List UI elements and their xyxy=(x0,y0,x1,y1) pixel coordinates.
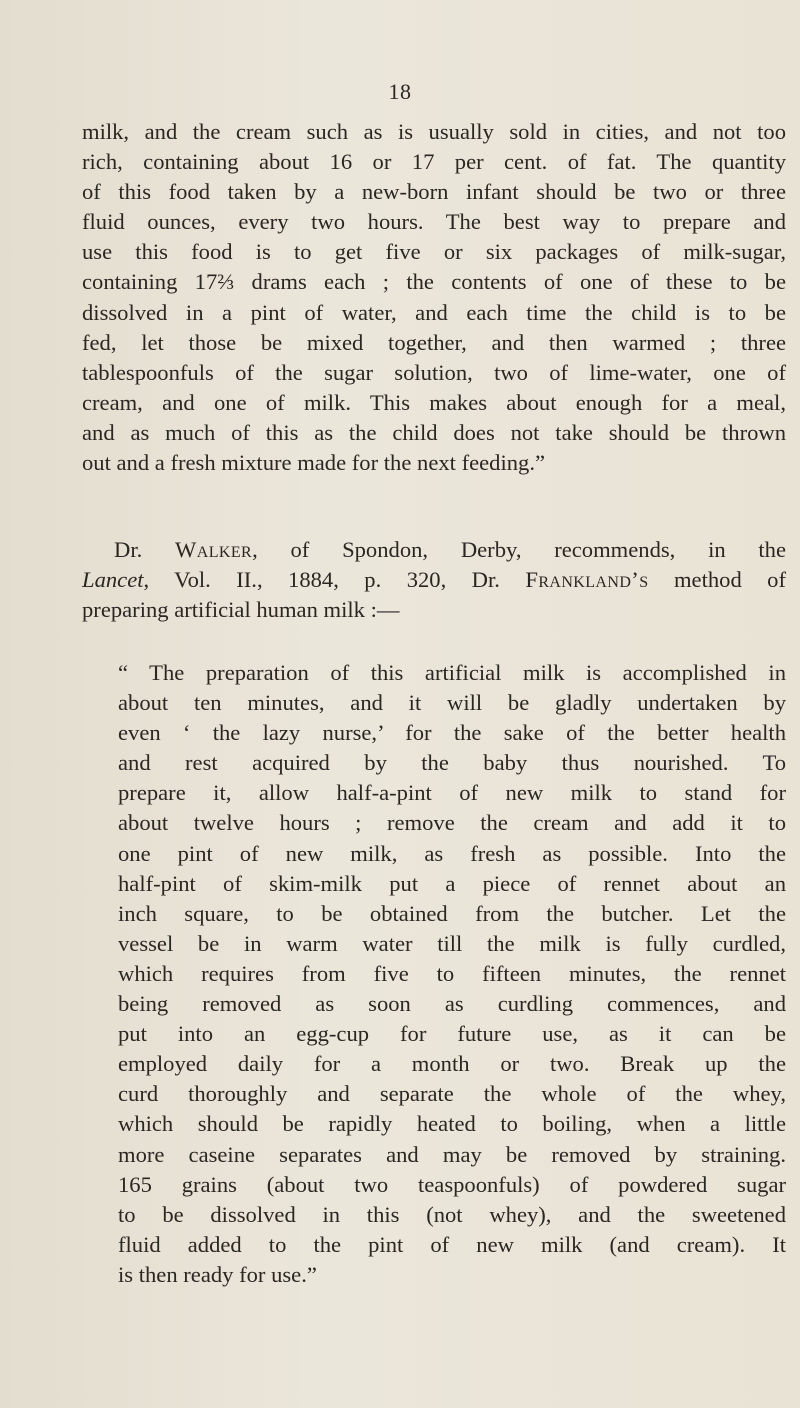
text-fragment: Dr. xyxy=(114,537,176,562)
text-line: which requires from five to fifteen minutes, the rennet xyxy=(118,960,786,986)
text-line: inch square, to be obtained from the butcher. Let the xyxy=(118,900,786,926)
text-line: preparing artificial human milk :— xyxy=(82,597,400,623)
text-fragment: , Vol. II., 1884, p. 320, Dr. xyxy=(143,567,526,593)
text-line: out and a fresh mixture made for the next feeding.” xyxy=(82,450,545,476)
text-line: rich, containing about 16 or 17 per cent. of fat. The quantity xyxy=(82,149,786,175)
text-line: employed daily for a month or two. Break up the xyxy=(118,1051,786,1077)
text-line: being removed as soon as curdling commences, and xyxy=(118,991,786,1017)
text-line: prepare it, allow half-a-pint of new milk to stand for xyxy=(118,780,786,806)
text-line: to be dissolved in this (not whey), and the sweetened xyxy=(118,1201,786,1227)
quoted-preparation-method xyxy=(118,658,786,1290)
text-line: about ten minutes, and it will be gladly undertaken by xyxy=(118,690,786,716)
text-line: even ‘ the lazy nurse,’ for the sake of the better health xyxy=(118,720,786,746)
text-line: curd thoroughly and separate the whole of the whey, xyxy=(118,1081,786,1107)
text-fragment: , of Spondon, Derby, recommends, in the xyxy=(252,537,787,562)
text-line: which should be rapidly heated to boiling, when a little xyxy=(118,1111,786,1137)
text-line: fluid ounces, every two hours. The best way to prepare and xyxy=(82,209,786,235)
text-line: is then ready for use.” xyxy=(118,1261,317,1287)
text-fragment: method of xyxy=(648,567,787,593)
text-line: “ The preparation of this artificial milk is accomplished in xyxy=(118,660,786,685)
text-line: of this food taken by a new-born infant should be two or three xyxy=(82,179,786,205)
text-line: fluid added to the pint of new milk (and cream). It xyxy=(118,1231,786,1257)
text-line: half-pint of skim-milk put a piece of rennet about an xyxy=(118,870,786,896)
text-line: and as much of this as the child does not take should be thrown xyxy=(82,419,786,445)
text-line: 165 grains (about two teaspoonfuls) of powdered sugar xyxy=(118,1171,786,1197)
paragraph-feeding-instructions xyxy=(82,117,786,478)
text-line: more caseine separates and may be removed by straining. xyxy=(118,1141,786,1167)
text-line: containing 17⅔ drams each ; the contents of one of these to be xyxy=(82,269,786,295)
text-line: cream, and one of milk. This makes about enough for a meal, xyxy=(82,389,786,415)
text-line: one pint of new milk, as fresh as possible. Into the xyxy=(118,840,786,866)
text-line: and rest acquired by the baby thus nourished. To xyxy=(118,750,786,776)
page-number: 18 xyxy=(388,79,412,104)
text-line: use this food is to get five or six packages of milk-sugar, xyxy=(82,239,786,265)
paragraph-walker-reference xyxy=(82,535,786,625)
text-line: put into an egg-cup for future use, as it can be xyxy=(118,1021,786,1047)
text-line xyxy=(82,565,786,595)
author-name-walker: Walker xyxy=(175,537,253,562)
text-line: vessel be in warm water till the milk is fully curdled, xyxy=(118,930,786,956)
text-line: about twelve hours ; remove the cream and add it to xyxy=(118,810,786,836)
text-line: tablespoonfuls of the sugar solution, two of lime-water, one of xyxy=(82,359,786,385)
text-line: fed, let those be mixed together, and then warmed ; three xyxy=(82,329,786,355)
author-name-frankland: Frankland’s xyxy=(525,567,649,593)
text-line xyxy=(82,535,786,565)
text-line: milk, and the cream such as is usually sold in cities, and not too xyxy=(82,119,786,144)
journal-title: Lancet xyxy=(82,567,144,593)
text-line: dissolved in a pint of water, and each time the child is to be xyxy=(82,299,786,325)
